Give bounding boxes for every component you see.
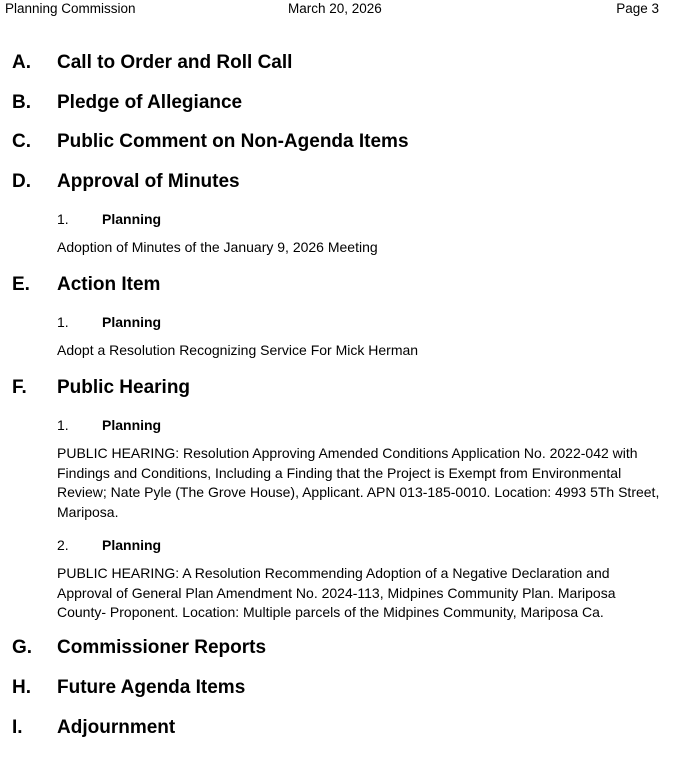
section-title: Public Hearing	[57, 377, 191, 398]
agenda-item	[0, 210, 680, 228]
section-title: Action Item	[57, 274, 161, 295]
item-number: 1.	[57, 211, 69, 227]
header-date: March 20, 2026	[288, 1, 382, 16]
section-letter: C.	[12, 131, 31, 152]
section-letter: A.	[12, 52, 31, 73]
section-title: Adjournment	[57, 717, 176, 738]
item-description: Adopt a Resolution Recognizing Service For Mick Herman	[57, 342, 419, 358]
header-page-number: Page 3	[616, 1, 659, 16]
section-i-heading	[0, 716, 680, 740]
item-number: 1.	[57, 314, 69, 330]
section-title: Future Agenda Items	[57, 677, 246, 698]
item-description: PUBLIC HEARING: Resolution Approving Amended Conditions Application No. 2022-042 with Findings and Conditions, Including a Finding that the Project is Exempt from Environmental Review; Nate Pyle (The Grove House), Applicant. APN 013-185-0010. Location: 4993 5Th Street, Mariposa.	[57, 445, 660, 520]
agenda-item	[0, 416, 680, 434]
section-letter: H.	[12, 677, 31, 698]
section-title: Public Comment on Non-Agenda Items	[57, 131, 409, 152]
item-description: PUBLIC HEARING: A Resolution Recommending Adoption of a Negative Declaration and Approval of General Plan Amendment No. 2024-113, Midpines Community Plan. Mariposa County- Proponent. Location: Multiple parcels of the Midpines Community, Mariposa Ca.	[57, 565, 616, 620]
item-department: Planning	[102, 211, 162, 227]
section-letter: B.	[12, 92, 31, 113]
section-d-heading	[0, 170, 680, 194]
header-committee-name: Planning Commission	[5, 1, 136, 16]
section-letter: I.	[12, 717, 23, 738]
section-title: Call to Order and Roll Call	[57, 52, 293, 73]
section-c-heading	[0, 130, 680, 154]
section-b-heading	[0, 91, 680, 115]
section-e-heading	[0, 273, 680, 297]
agenda-item	[0, 536, 680, 554]
agenda-item	[0, 313, 680, 331]
section-title: Commissioner Reports	[57, 637, 267, 658]
section-g-heading	[0, 636, 680, 660]
section-letter: F.	[12, 377, 27, 398]
section-h-heading	[0, 676, 680, 700]
item-number: 2.	[57, 537, 69, 553]
item-number: 1.	[57, 417, 69, 433]
section-f-heading	[0, 376, 680, 400]
item-department: Planning	[102, 314, 162, 330]
item-description: Adoption of Minutes of the January 9, 2026 Meeting	[57, 239, 378, 255]
section-letter: E.	[12, 274, 30, 295]
section-title: Pledge of Allegiance	[57, 92, 243, 113]
section-letter: G.	[12, 637, 33, 658]
section-a-heading	[0, 51, 680, 75]
item-department: Planning	[102, 537, 162, 553]
item-department: Planning	[102, 417, 162, 433]
section-title: Approval of Minutes	[57, 171, 240, 192]
section-letter: D.	[12, 171, 31, 192]
